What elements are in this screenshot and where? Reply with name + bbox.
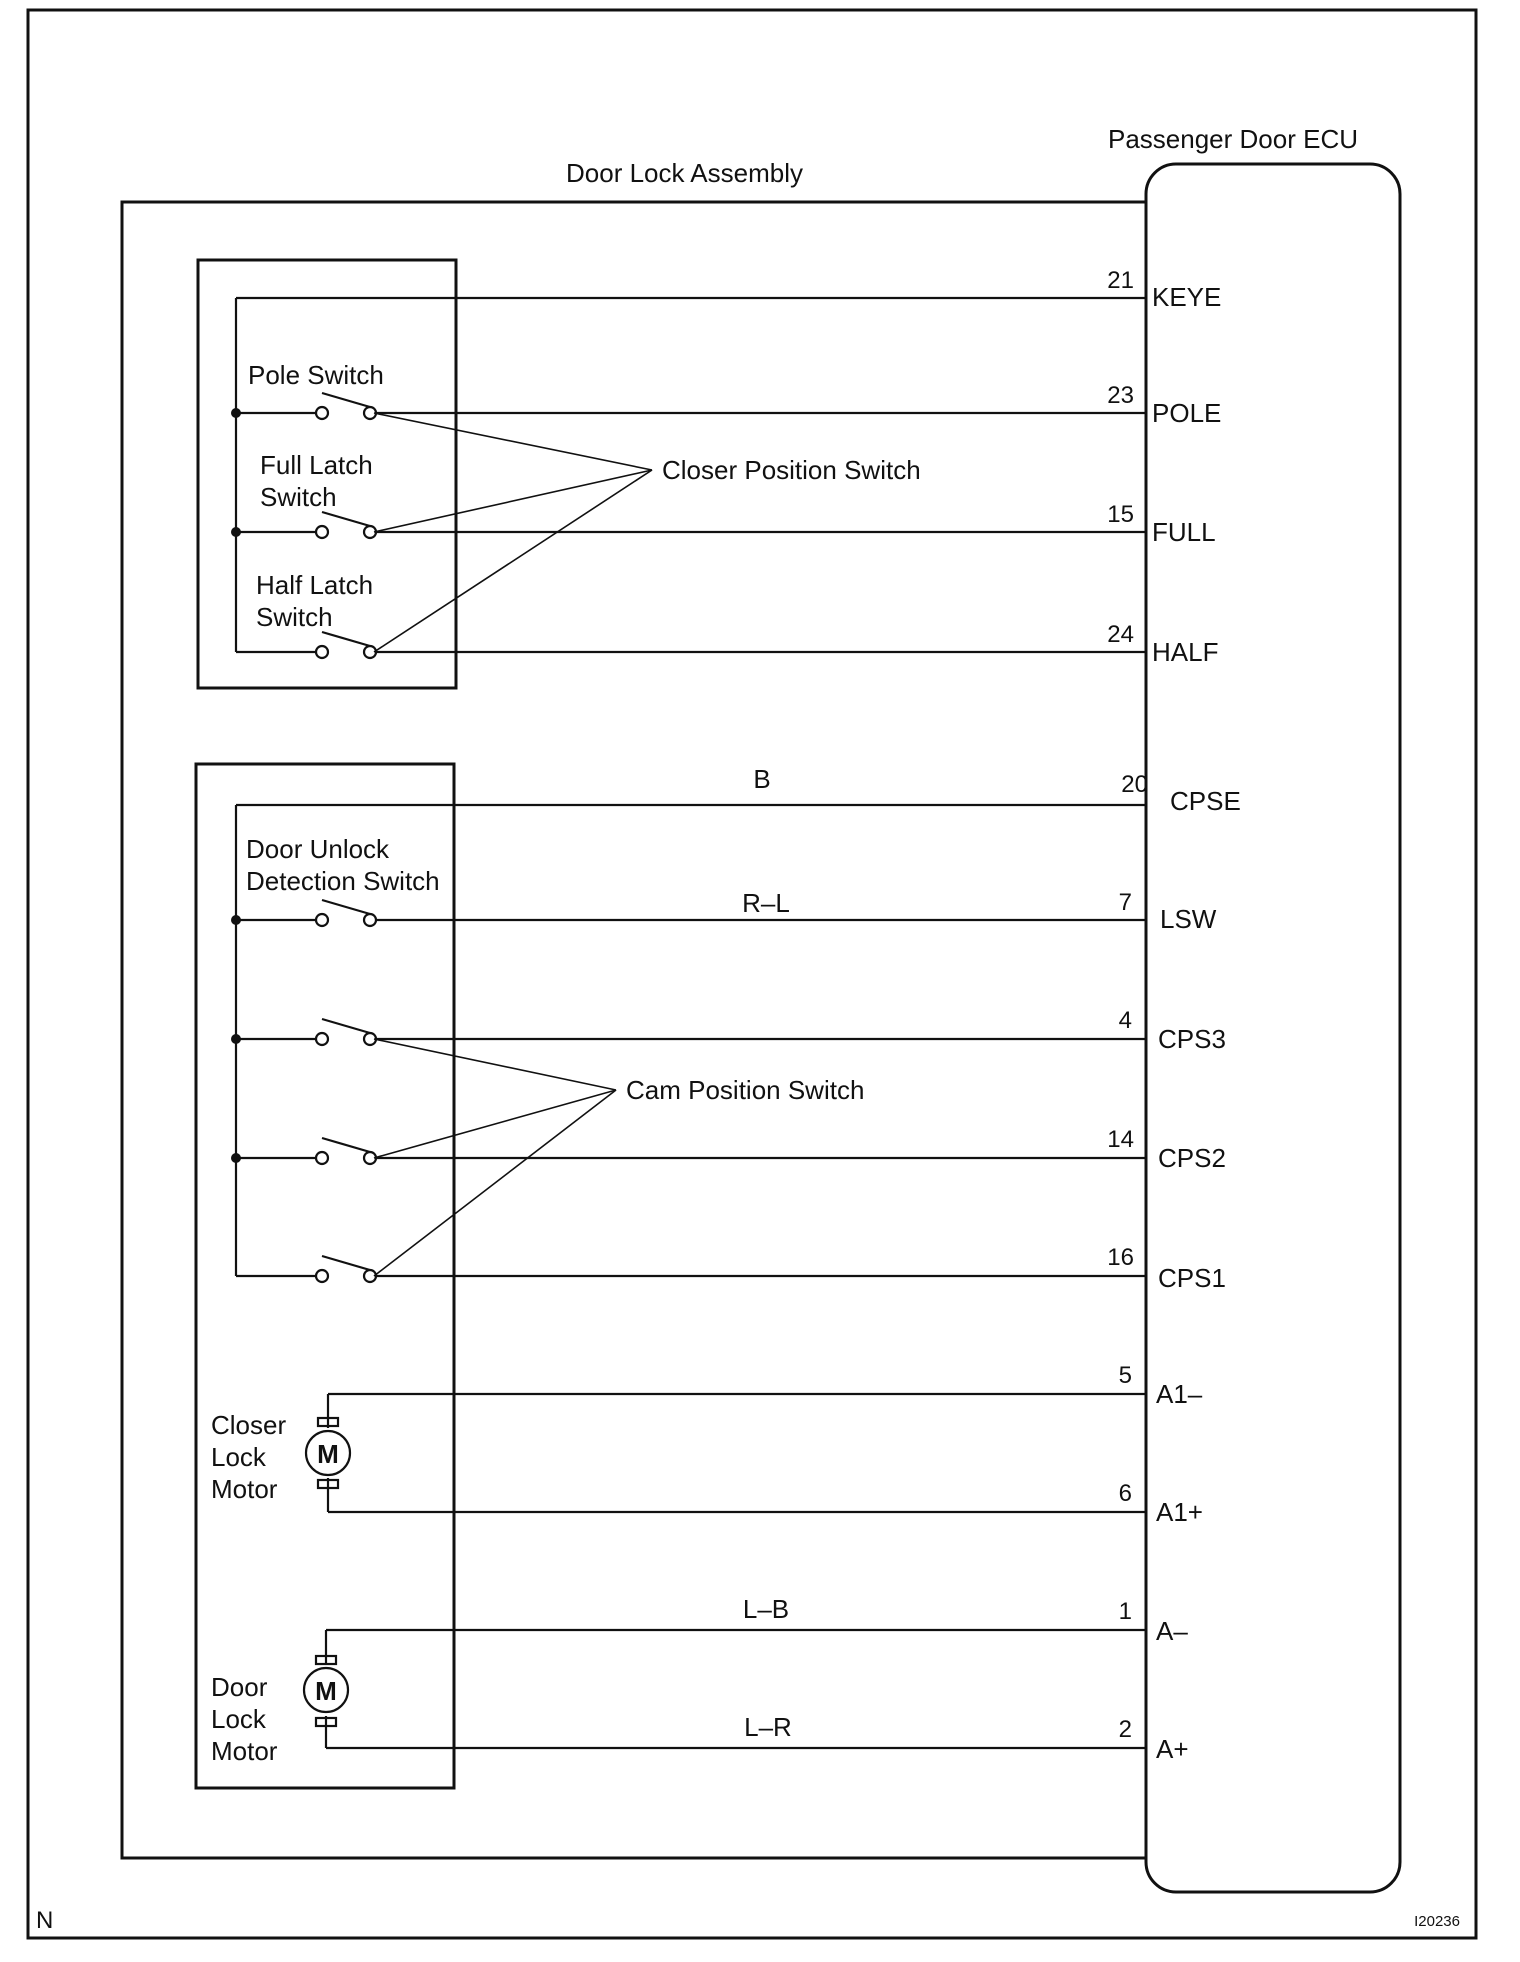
closer-motor-label-3: Motor	[211, 1474, 278, 1504]
cps2-junction-dot	[231, 1153, 241, 1163]
cps2-terminal-a	[316, 1152, 328, 1164]
pin-half	[1107, 621, 1218, 667]
door-motor-label-3: Motor	[211, 1736, 278, 1766]
door-unlock-label-2: Detection Switch	[246, 866, 440, 896]
closer-leader-2	[374, 470, 652, 532]
pin-number: 5	[1118, 1362, 1132, 1389]
closer-position-switch-label: Closer Position Switch	[662, 455, 921, 485]
pin-name: POLE	[1152, 398, 1222, 428]
pin-a-plus	[1119, 1716, 1189, 1764]
half-latch-label-1: Half Latch	[256, 570, 374, 600]
wire-color-a-plus: L–R	[744, 1712, 792, 1742]
pin-a1-plus	[1119, 1480, 1203, 1527]
pin-name: A+	[1156, 1734, 1189, 1764]
pin-name: CPS1	[1158, 1263, 1226, 1293]
door-motor-label-2: Lock	[211, 1704, 266, 1734]
closer-motor-label-1: Closer	[211, 1410, 287, 1440]
pin-a1-minus	[1119, 1362, 1203, 1409]
cps2-switch-blade	[322, 1138, 370, 1152]
pin-full	[1107, 501, 1215, 547]
pin-number: 14	[1107, 1126, 1134, 1153]
pin-a-minus	[1119, 1598, 1189, 1646]
closer-motor-label-2: Lock	[211, 1442, 266, 1472]
pin-number: 6	[1118, 1480, 1132, 1507]
pole-junction-dot	[231, 408, 241, 418]
corner-mark-right: I20236	[1414, 1913, 1460, 1930]
corner-mark-left: N	[36, 1907, 54, 1934]
lsw-switch-blade	[322, 900, 370, 914]
cam-position-switch-label: Cam Position Switch	[626, 1075, 865, 1105]
ecu-title: Passenger Door ECU	[1108, 124, 1358, 154]
door-motor-label-1: Door	[211, 1672, 268, 1702]
pole-terminal-a	[316, 407, 328, 419]
pin-name: HALF	[1152, 637, 1219, 667]
cps3-terminal-a	[316, 1033, 328, 1045]
pin-cps3	[1119, 1007, 1226, 1054]
assembly-title: Door Lock Assembly	[566, 158, 803, 188]
cps3-switch-blade	[322, 1019, 370, 1033]
pin-name: A1+	[1156, 1497, 1203, 1527]
pin-name: KEYE	[1152, 282, 1222, 312]
half-terminal-a	[316, 646, 328, 658]
pin-lsw	[1119, 889, 1217, 934]
pin-number: 2	[1118, 1716, 1132, 1743]
pin-number: 16	[1107, 1244, 1134, 1271]
lsw-terminal-b	[364, 914, 376, 926]
pin-cps2	[1107, 1126, 1226, 1173]
cam-leader-1	[374, 1039, 616, 1090]
wire-color-lsw: R–L	[742, 888, 790, 918]
pole-switch-label: Pole Switch	[248, 360, 384, 390]
wire-color-cpse: B	[753, 764, 771, 794]
full-latch-label-1: Full Latch	[260, 450, 373, 480]
outer-frame	[28, 10, 1476, 1938]
pin-name: CPS2	[1158, 1143, 1226, 1173]
door-unlock-label-1: Door Unlock	[246, 834, 390, 864]
full-junction-dot	[231, 527, 241, 537]
pin-number: 15	[1107, 501, 1134, 528]
full-switch-blade	[322, 512, 370, 526]
lsw-junction-dot	[231, 915, 241, 925]
pin-number: 21	[1107, 267, 1134, 294]
wire-color-a-minus: L–B	[742, 1594, 790, 1624]
door-motor-symbol: M	[315, 1676, 337, 1706]
pin-name: A–	[1156, 1616, 1188, 1646]
pin-pole	[1107, 382, 1221, 428]
pin-name: CPS3	[1158, 1024, 1226, 1054]
pin-keye	[1107, 267, 1221, 312]
pin-name: A1–	[1156, 1379, 1203, 1409]
pin-name: FULL	[1152, 517, 1216, 547]
pin-number: 1	[1118, 1598, 1132, 1625]
pin-number: 20	[1121, 771, 1148, 798]
cam-leader-2	[374, 1090, 616, 1158]
pin-number: 7	[1118, 889, 1132, 916]
pin-number: 23	[1107, 382, 1134, 409]
closer-motor-symbol: M	[317, 1439, 339, 1469]
half-switch-blade	[322, 632, 370, 646]
pin-name: CPSE	[1170, 786, 1241, 816]
pin-cpse	[1121, 771, 1241, 816]
lsw-terminal-a	[316, 914, 328, 926]
half-latch-label-2: Switch	[256, 602, 333, 632]
closer-leader-1	[374, 413, 652, 470]
pin-cps1	[1107, 1244, 1226, 1293]
cam-leader-3	[374, 1090, 616, 1276]
pole-switch-blade	[322, 393, 370, 407]
full-latch-label-2: Switch	[260, 482, 337, 512]
closer-leader-3	[374, 470, 652, 652]
cps3-junction-dot	[231, 1034, 241, 1044]
pin-number: 4	[1118, 1007, 1132, 1034]
cps1-switch-blade	[322, 1256, 370, 1270]
full-terminal-a	[316, 526, 328, 538]
cps1-terminal-a	[316, 1270, 328, 1282]
pin-name: LSW	[1160, 904, 1217, 934]
pin-number: 24	[1107, 621, 1134, 648]
